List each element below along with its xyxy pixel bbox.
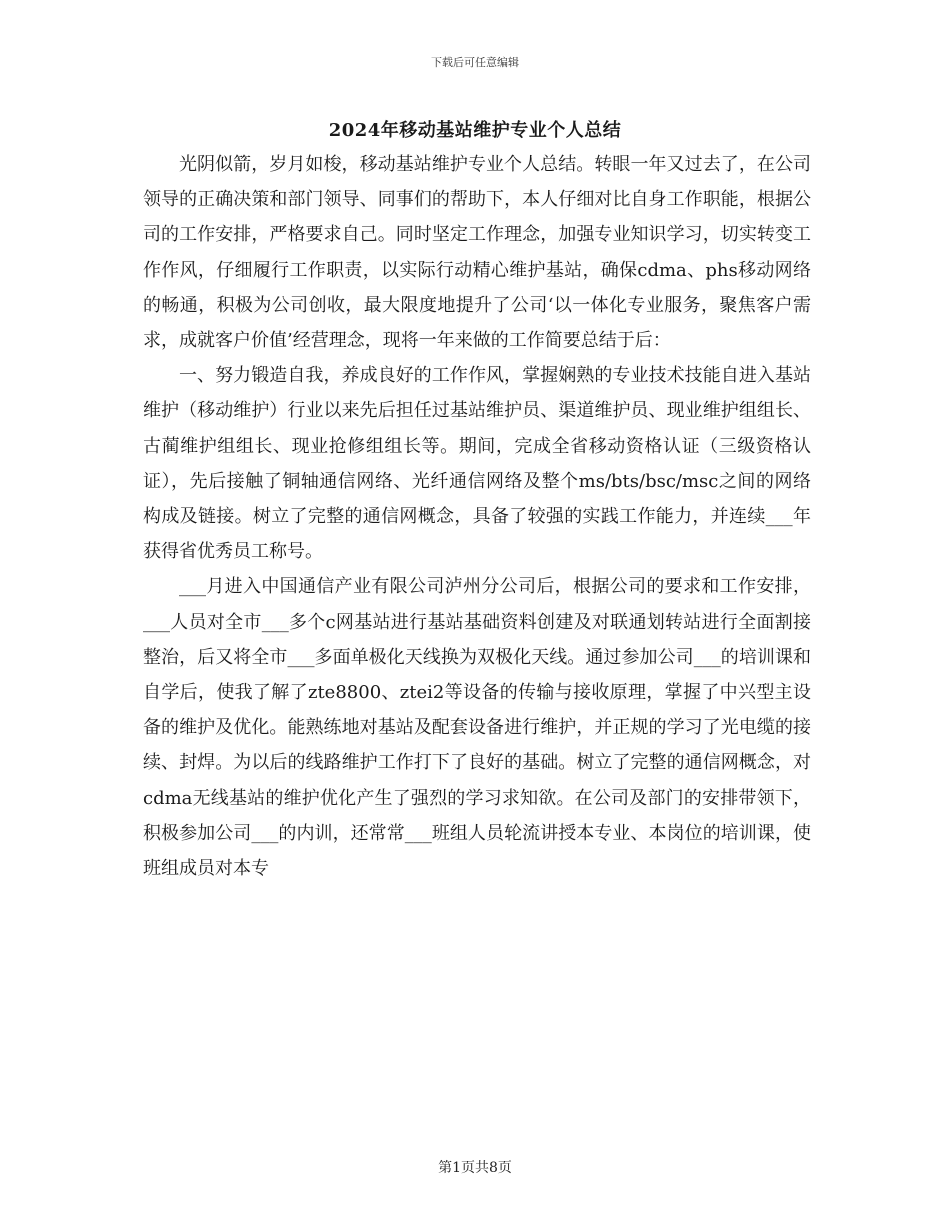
document-title: 2024年移动基站维护专业个人总结 <box>328 120 622 141</box>
page-header-note: 下载后可任意编辑 <box>431 56 519 69</box>
page-number: 第1页共8页 <box>438 1160 512 1176</box>
document-body <box>143 147 811 886</box>
paragraph-section-1: 一、努力锻造自我，养成良好的工作作风，掌握娴熟的专业技术技能自进入基站维护（移动维护）行业以来先后担任过基站维护员、渠道维护员、现业维护组组长、古蔺维护组组长、现业抢修组组长等。期间，完成全省移动资格认证（三级资格认证），先后接触了铜轴通信网络、光纤通信网络及整个ms/bts/bsc/msc之间的网络构成及链接。树立了完整的通信网概念，具备了较强的实践工作能力，并连续___年获得省优秀员工称号。 <box>143 365 811 563</box>
paragraph-intro: 光阴似箭，岁月如梭，移动基站维护专业个人总结。转眼一年又过去了，在公司领导的正确决策和部门领导、同事们的帮助下，本人仔细对比自身工作职能，根据公司的工作安排，严格要求自己。同时坚定工作理念，加强专业知识学习，切实转变工作作风，仔细履行工作职责，以实际行动精心维护基站，确保cdma、phs移动网络的畅通，积极为公司创收，最大限度地提升了公司‘以一体化专业服务，聚焦客户需求，成就客户价值’经营理念，现将一年来做的工作简要总结于后： <box>143 154 811 352</box>
paragraph-section-2: ___月进入中国通信产业有限公司泸州分公司后，根据公司的要求和工作安排，___人员对全市___多个c网基站进行基站基础资料创建及对联通划转站进行全面割接整治，后又将全市___多面单极化天线换为双极化天线。通过参加公司___的培训课和自学后，使我了解了zte8800、ztei2等设备的传输与接收原理，掌握了中兴型主设备的维护及优化。能熟练地对基站及配套设备进行维护，并正规的学习了光电缆的接续、封焊。为以后的线路维护工作打下了良好的基础。树立了完整的通信网概念，对cdma无线基站的维护优化产生了强烈的学习求知欲。在公司及部门的安排带领下，积极参加公司___的内训，还常常___班组人员轮流讲授本专业、本岗位的培训课，使班组成员对本专 <box>143 576 811 880</box>
